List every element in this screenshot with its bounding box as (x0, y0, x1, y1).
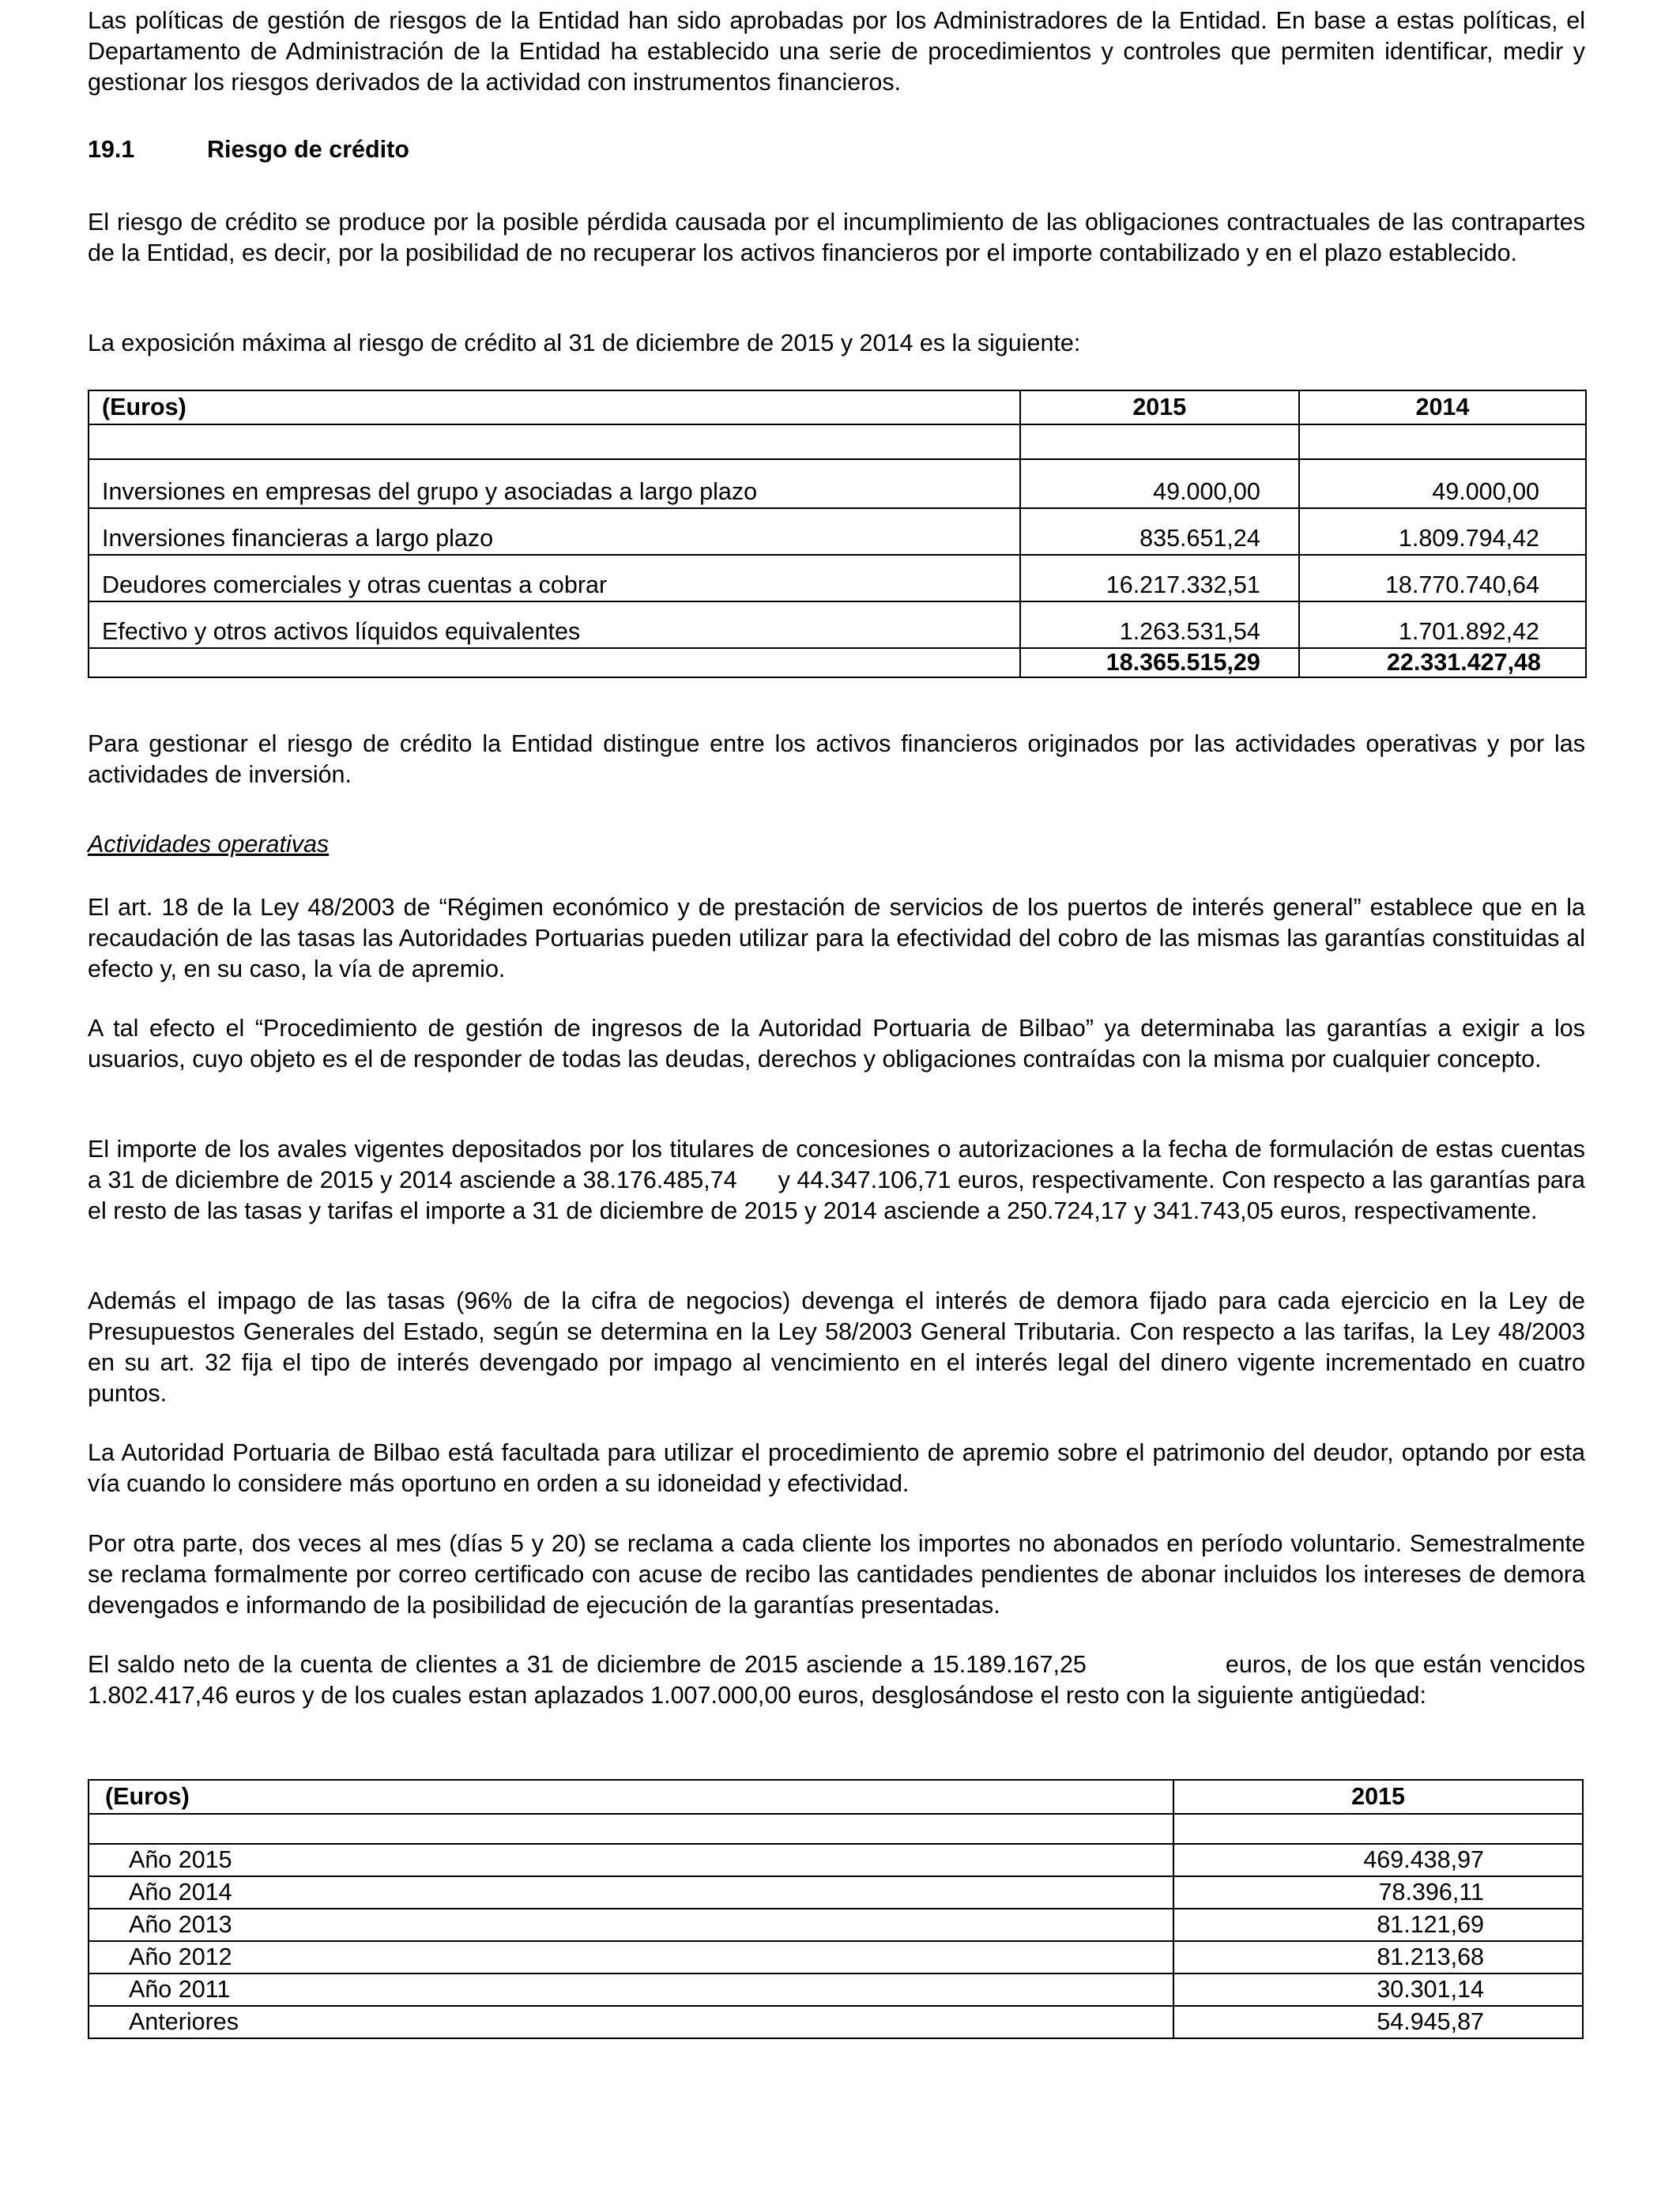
table-cell: 81.213,68 (1173, 1941, 1583, 1973)
table-header-row (89, 1780, 1583, 1814)
table-cell: 78.396,11 (1173, 1876, 1583, 1909)
paragraph-art18: El art. 18 de la Ley 48/2003 de “Régimen económico y de prestación de servicios de los puertos de interés general” establece que en la recaudación de las tasas las Autoridades Portuarias pueden utilizar para la efectividad del cobro de las mismas las garantías constituidas al efecto y, en su caso, la vía de apremio. (88, 894, 1585, 982)
table-cell: 30.301,14 (1173, 1973, 1583, 2006)
table-row (89, 459, 1586, 508)
table-cell: 1.263.531,54 (1020, 601, 1299, 648)
table-row (89, 555, 1586, 601)
section-title: Riesgo de crédito (207, 136, 409, 163)
aging-table (88, 1779, 1584, 2039)
paragraph-procedure: A tal efecto el “Procedimiento de gestión de ingresos de la Autoridad Portuaria de Bilbao” ya determinaba las garantías a exigir a los usuarios, cuyo objeto es el de responder de todas las deudas, derechos y obligaciones contraídas con la misma por cualquier concepto. (88, 1015, 1585, 1072)
table-row (89, 508, 1586, 555)
table-cell: 1.701.892,42 (1299, 601, 1586, 648)
table-cell: Efectivo y otros activos líquidos equivalentes (89, 601, 1020, 648)
table-row (89, 1909, 1583, 1941)
subsection-heading: Actividades operativas (88, 831, 330, 858)
paragraph-saldo-part-b: euros, de los que están vencidos 1.802.417,46 euros y de los cuales estan aplazados 1.007.000,00 euros, desglosándose el resto con la siguiente antigüedad: (88, 1651, 1585, 1709)
paragraph-impago: Además el impago de las tasas (96% de la cifra de negocios) devenga el interés de demora fijado para cada ejercicio en la Ley de Presupuestos Generales del Estado, según se determina en la Ley 58/2003 General Tributaria. Con respecto a las tarifas, la Ley 48/2003 en su art. 32 fija el tipo de interés devengado por impago al vencimiento en el interés legal del dinero vigente incrementado en cuatro puntos. (88, 1287, 1585, 1407)
exposure-table (88, 390, 1587, 678)
table-cell: 1.809.794,42 (1299, 508, 1586, 555)
table-cell: Anteriores (89, 2006, 1173, 2038)
table-blank-row (89, 1814, 1583, 1844)
table-cell: Inversiones financieras a largo plazo (89, 508, 1020, 555)
paragraph-apremio: La Autoridad Portuaria de Bilbao está facultada para utilizar el procedimiento de apremio sobre el patrimonio del deudor, optando por esta vía cuando lo considere más oportuno en orden a su idoneidad y efectividad. (88, 1439, 1585, 1497)
table-total-cell: 22.331.427,48 (1299, 648, 1586, 677)
table-cell: 49.000,00 (1299, 459, 1586, 508)
table-row (89, 601, 1586, 648)
paragraph-saldo-part-a: El saldo neto de la cuenta de clientes a 31 de diciembre de 2015 asciende a 15.189.167,25 (88, 1651, 1087, 1678)
paragraph-management: Para gestionar el riesgo de crédito la Entidad distingue entre los activos financieros originados por las actividades operativas y por las actividades de inversión. (88, 730, 1585, 788)
table-cell: 18.770.740,64 (1299, 555, 1586, 601)
table-header-cell: (Euros) (89, 390, 1020, 424)
table-cell: Año 2015 (89, 1844, 1173, 1876)
paragraph-avales (88, 1134, 1585, 1227)
section-heading (88, 136, 409, 164)
table-header-cell: 2015 (1173, 1780, 1583, 1814)
table-cell: 81.121,69 (1173, 1909, 1583, 1941)
table-header-cell: 2014 (1299, 390, 1586, 424)
table-cell: Año 2014 (89, 1876, 1173, 1909)
paragraph-credit-risk: El riesgo de crédito se produce por la posible pérdida causada por el incumplimiento de las obligaciones contractuales de las contrapartes de la Entidad, es decir, por la posibilidad de no recuperar los activos financieros por el importe contabilizado y en el plazo establecido. (88, 209, 1585, 266)
paragraph-reclamacion: Por otra parte, dos veces al mes (días 5 y 20) se reclama a cada cliente los importes no abonados en período voluntario. Semestralmente se reclama formalmente por correo certificado con acuse de recibo las cantidades pendientes de abonar incluidos los intereses de demora devengados e informando de la posibilidad de ejecución de la garantías presentadas. (88, 1530, 1585, 1619)
table-cell: 49.000,00 (1020, 459, 1299, 508)
table-cell: 835.651,24 (1020, 508, 1299, 555)
table-row (89, 2006, 1583, 2038)
table-cell: 16.217.332,51 (1020, 555, 1299, 601)
table-cell: 54.945,87 (1173, 2006, 1583, 2038)
section-number: 19.1 (88, 136, 135, 163)
table-header-cell: 2015 (1020, 390, 1299, 424)
table-blank-row (89, 424, 1586, 459)
table-row (89, 1844, 1583, 1876)
table-row (89, 1973, 1583, 2006)
table-cell: Inversiones en empresas del grupo y asociadas a largo plazo (89, 459, 1020, 508)
table-row (89, 1941, 1583, 1973)
table-header-cell: (Euros) (89, 1780, 1173, 1814)
table-total-row (89, 648, 1586, 677)
paragraph-avales-part-a: El importe de los avales vigentes depositados por los titulares de concesiones o autorizaciones a la fecha de formulación de estas cuentas a 31 de diciembre de 2015 y 2014 asciende a 38.176.485,74 (88, 1136, 1585, 1193)
table-cell: Año 2012 (89, 1941, 1173, 1973)
table-row (89, 1876, 1583, 1909)
table-cell: Año 2011 (89, 1973, 1173, 2006)
table-total-cell: 18.365.515,29 (1020, 648, 1299, 677)
table-cell: 469.438,97 (1173, 1844, 1583, 1876)
paragraph-max-exposure: La exposición máxima al riesgo de crédito al 31 de diciembre de 2015 y 2014 es la siguiente: (88, 330, 1081, 356)
table-header-row (89, 390, 1586, 424)
table-cell: Deudores comerciales y otras cuentas a cobrar (89, 555, 1020, 601)
table-cell: Año 2013 (89, 1909, 1173, 1941)
table-cell (89, 648, 1020, 677)
paragraph-saldo (88, 1649, 1585, 1711)
paragraph-intro: Las políticas de gestión de riesgos de la Entidad han sido aprobadas por los Administradores de la Entidad. En base a estas políticas, el Departamento de Administración de la Entidad ha establecido una serie de procedimientos y controles que permiten identificar, medir y gestionar los riesgos derivados de la actividad con instrumentos financieros. (88, 7, 1585, 96)
paragraph-avales-part-b: y 44.347.106,71 euros, respectivamente. Con respecto a las garantías para el resto de las tasas y tarifas el importe a 31 de diciembre de 2015 y 2014 asciende a 250.724,17 y 341.743,05 euros, respectivamente. (88, 1167, 1585, 1224)
